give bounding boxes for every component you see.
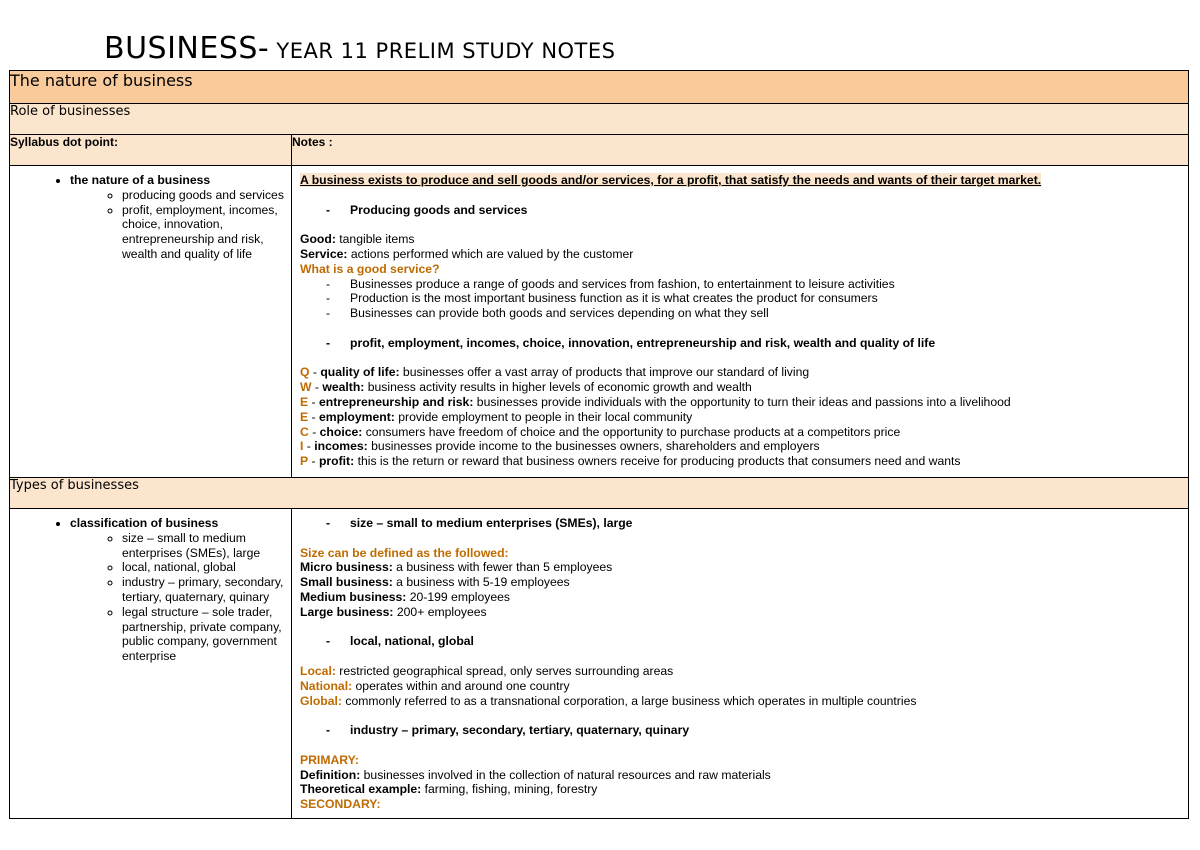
role-heading: Role of businesses xyxy=(10,104,1189,135)
role-header-row xyxy=(10,104,1189,135)
definition-line: Small business: a business with 5-19 employees xyxy=(300,575,570,590)
section-title: The nature of business xyxy=(10,71,1189,104)
syllabus-sub-point: ◦ size – small to medium enterprises (SMEs), large xyxy=(122,531,287,561)
notes-subheading: - size – small to medium enterprises (SMEs), large xyxy=(300,516,1182,531)
column-header-row xyxy=(10,135,1189,166)
role-notes-cell xyxy=(292,166,1189,478)
acronym-line: C - choice: consumers have freedom of choice and the opportunity to purchase products at a competitors price xyxy=(300,424,901,439)
syllabus-dot-point: • the nature of a business ◦ producing goods and services ◦ profit, employment, incomes, choice, innovation, entrepreneurship and risk, wealth and quality of life xyxy=(70,173,287,262)
definition-line: National: operates within and around one country xyxy=(300,678,570,693)
definition-line: Micro business: a business with fewer than 5 employees xyxy=(300,560,613,575)
definition-line: Good: tangible items xyxy=(300,232,415,247)
syllabus-column-header: Syllabus dot point: xyxy=(10,135,292,166)
syllabus-sub-point: ◦ producing goods and services xyxy=(122,188,287,203)
syllabus-sub-point: ◦ legal structure – sole trader, partnership, private company, public company, government enterprise xyxy=(122,605,287,664)
notes-column-header: Notes : xyxy=(292,135,1189,166)
acronym-line: W - wealth: business activity results in higher levels of economic growth and wealth xyxy=(300,380,752,395)
page-title xyxy=(104,28,615,66)
types-syllabus-cell xyxy=(10,509,292,819)
acronym-line: E - entrepreneurship and risk: businesses provide individuals with the opportunity to turn their ideas and passions into a livelihood xyxy=(300,394,1011,409)
title-main: BUSINESS- xyxy=(104,31,270,66)
acronym-line: Q - quality of life: businesses offer a vast array of products that improve our standard of living xyxy=(300,365,810,380)
note-bullet: - Production is the most important business function as it is what creates the product for consumers xyxy=(300,291,1182,306)
syllabus-sub-point: ◦ profit, employment, incomes, choice, innovation, entrepreneurship and risk, wealth and quality of life xyxy=(122,203,287,262)
title-sub: YEAR 11 PRELIM STUDY NOTES xyxy=(269,39,616,63)
notes-subheading: - profit, employment, incomes, choice, innovation, entrepreneurship and risk, wealth and quality of life xyxy=(300,336,1182,351)
note-bullet: - Businesses can provide both goods and services depending on what they sell xyxy=(300,306,1182,321)
notes-table xyxy=(9,70,1189,819)
definition-line: Large business: 200+ employees xyxy=(300,604,487,619)
definition-line: Service: actions performed which are valued by the customer xyxy=(300,246,634,261)
role-syllabus-cell xyxy=(10,166,292,478)
notes-subheading: - Producing goods and services xyxy=(300,203,1182,218)
acronym-line: I - incomes: businesses provide income to the businesses owners, shareholders and employers xyxy=(300,439,820,454)
syllabus-dot-point: • classification of business ◦ size – small to medium enterprises (SMEs), large ◦ local, national, global ◦ industry – primary, secondary, tertiary, quaternary, quinary ◦ legal structure – sole trader, partnership, private company, public company, government enterprise xyxy=(70,516,287,664)
types-content-row xyxy=(10,509,1189,819)
notes-subheading: - local, national, global xyxy=(300,634,1182,649)
definition-line: Theoretical example: farming, fishing, mining, forestry xyxy=(300,782,598,797)
orange-question: What is a good service? xyxy=(300,261,440,276)
types-notes-cell xyxy=(292,509,1189,819)
definition-line: Global: commonly referred to as a transnational corporation, a large business which operates in multiple countries xyxy=(300,693,917,708)
definition-line: Medium business: 20-199 employees xyxy=(300,589,510,604)
section-header-row xyxy=(10,71,1189,104)
syllabus-sub-point: ◦ industry – primary, secondary, tertiary, quaternary, quinary xyxy=(122,575,287,605)
acronym-line: P - profit: this is the return or reward that business owners receive for producing products that consumers need and wants xyxy=(300,454,961,469)
types-heading: Types of businesses xyxy=(10,478,1189,509)
notes-subheading: - industry – primary, secondary, tertiary, quaternary, quinary xyxy=(300,723,1182,738)
definition-line: Definition: businesses involved in the collection of natural resources and raw materials xyxy=(300,767,771,782)
syllabus-sub-point: ◦ local, national, global xyxy=(122,560,287,575)
acronym-line: E - employment: provide employment to people in their local community xyxy=(300,409,693,424)
definition-line: Local: restricted geographical spread, only serves surrounding areas xyxy=(300,663,674,678)
orange-heading: PRIMARY: xyxy=(300,752,359,767)
note-bullet: - Businesses produce a range of goods and services from fashion, to entertainment to leisure activities xyxy=(300,277,1182,292)
orange-heading: Size can be defined as the followed: xyxy=(300,545,509,560)
role-content-row xyxy=(10,166,1189,478)
lead-statement: A business exists to produce and sell goods and/or services, for a profit, that satisfy the needs and wants of their target market. xyxy=(300,173,1042,187)
types-header-row xyxy=(10,478,1189,509)
orange-heading: SECONDARY: xyxy=(300,797,381,812)
